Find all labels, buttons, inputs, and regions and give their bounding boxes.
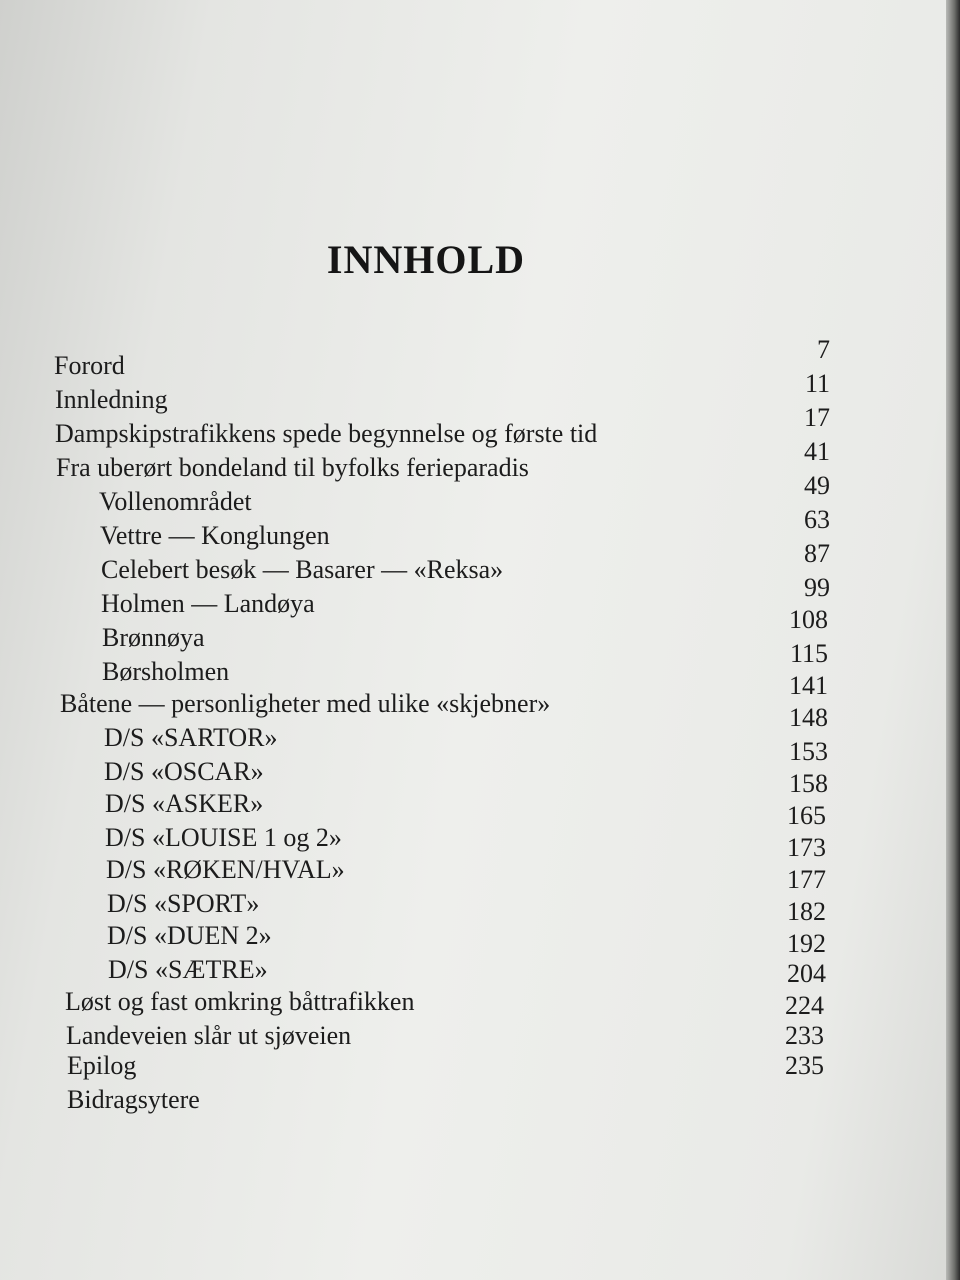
toc-entry-title: Innledning	[55, 385, 168, 414]
toc-entry-title: D/S «OSCAR»	[104, 757, 264, 786]
toc-entry-title: Dampskipstrafikkens spede begynnelse og første tid	[55, 419, 598, 448]
toc-entry-page-number: 233	[785, 1021, 824, 1050]
toc-entry-title: Vollenområdet	[99, 487, 252, 516]
toc-entry-title: Epilog	[67, 1051, 137, 1080]
toc-entry-page-number: 224	[785, 991, 824, 1020]
toc-entry-title: Celebert besøk — Basarer — «Reksa»	[101, 555, 504, 584]
toc-entry-title: Forord	[54, 351, 125, 380]
toc-entry-page-number: 177	[787, 865, 826, 894]
toc-entry-title: D/S «LOUISE 1 og 2»	[105, 823, 342, 852]
toc-entry-page-number: 99	[804, 573, 830, 602]
toc-entry-page-number: 192	[787, 929, 826, 958]
toc-entry-page-number: 17	[804, 403, 830, 432]
toc-entry-title: Landeveien slår ut sjøveien	[66, 1021, 352, 1050]
toc-entry-title: D/S «RØKEN/HVAL»	[106, 855, 345, 884]
toc-entry-page-number: 153	[789, 737, 828, 766]
toc-entry-page-number: 204	[787, 959, 826, 988]
toc-entry-page-number: 115	[789, 639, 828, 668]
toc-entry-page-number: 158	[789, 769, 828, 798]
toc-entry-title: Holmen — Landøya	[101, 589, 315, 618]
toc-entry-title: Børsholmen	[102, 657, 230, 686]
toc-entry-title: Fra uberørt bondeland til byfolks ferieparadis	[56, 453, 529, 482]
toc-entry-title: D/S «SPORT»	[107, 889, 260, 918]
toc-entry-page-number: 7	[817, 335, 830, 364]
toc-entry-title: D/S «ASKER»	[105, 789, 264, 818]
toc-entry-title: D/S «SARTOR»	[104, 723, 278, 752]
toc-entry-title: Bidragsytere	[67, 1085, 200, 1114]
toc-entry-page-number: 235	[785, 1051, 824, 1080]
toc-entry-page-number: 87	[804, 539, 830, 568]
toc-entry-title: Båtene — personligheter med ulike «skjebner»	[60, 689, 551, 718]
toc-entry-page-number: 173	[787, 833, 826, 862]
toc-entry-page-number: 182	[787, 897, 826, 926]
toc-entry-title: Brønnøya	[102, 623, 205, 652]
toc-entry-page-number: 11	[804, 369, 830, 398]
toc-entry-title: Vettre — Konglungen	[100, 521, 330, 550]
toc-entry-title: Løst og fast omkring båttrafikken	[65, 987, 415, 1016]
toc-entry-page-number: 49	[804, 471, 830, 500]
toc-entry-page-number: 148	[789, 703, 828, 732]
toc-entry-page-number: 165	[787, 801, 826, 830]
page-title: INNHOLD	[326, 237, 526, 282]
toc-entry-page-number: 141	[789, 671, 828, 700]
toc-entry-title: D/S «SÆTRE»	[108, 955, 268, 984]
toc-entry-title: D/S «DUEN 2»	[107, 921, 272, 950]
toc-entry-page-number: 108	[789, 605, 828, 634]
toc-entry-page-number: 41	[804, 437, 830, 466]
toc-entry-page-number: 63	[804, 505, 830, 534]
table-of-contents	[0, 335, 960, 1115]
